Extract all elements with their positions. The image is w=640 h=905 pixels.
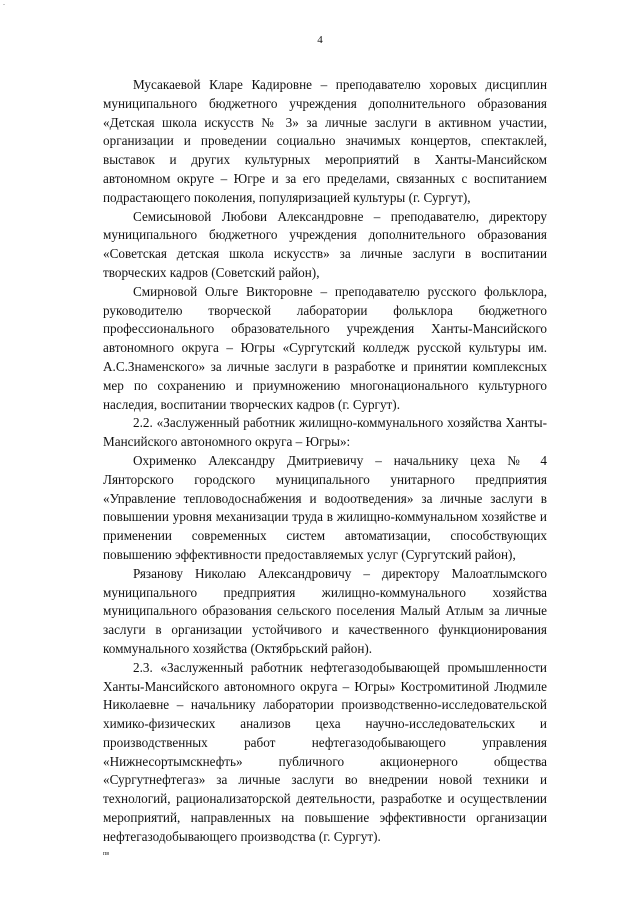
paragraph-ryazanov: Рязанову Николаю Александровичу – директору Малоатлымского муниципального предприятия жилищно-коммунального хозяйства муниципального образования сельского поселения Малый Атлым за личные заслуги в организации устойчивого и качественного функционирования коммунального хозяйства (Октябрьский район). [103,565,547,656]
footer-mark: пв [103,851,110,857]
paragraph-semisynova: Семисыновой Любови Александровне – преподавателю, директору муниципального бюджетного учреждения дополнительного образования «Советская детская школа искусств» за личные заслуги в воспитании творческих кадров (Советский район), [103,208,547,280]
document-body [103,76,547,847]
paragraph-smirnova: Смирновой Ольге Викторовне – преподавателю русского фольклора, руководителю творческой лаборатории фольклора бюджетного профессионального образовательного учреждения Ханты-Мансийского автономного округа – Югры «Сургутский колледж русской культуры им. А.С.Знаменского» за личные заслуги в разработке и принятии комплексных мер по сохранению и приумножению многонационального культурного наследия, воспитании творческих кадров (г. Сургут). [103,283,547,412]
section-heading-2-2: 2.2. «Заслуженный работник жилищно-коммунального хозяйства Ханты-Мансийского автономного округа – Югры»: [103,415,547,450]
section-2-3-kostromitina: 2.3. «Заслуженный работник нефтегазодобывающей промышленности Ханты-Мансийского автономного округа – Югры» Костромитиной Людмиле Николаевне – начальнику лаборатории производственно-исследовательской химико-физических анализов цеха научно-исследовательских и производственных работ нефтегазодобывающего управления «Нижнесортымскнефть» публичного акционерного общества «Сургутнефтегаз» за личные заслуги во внедрении новой техники и технологий, рационализаторской деятельности, разработке и осуществлении мероприятий, направленных на повышение эффективности организации нефтегазодобывающего производства (г. Сургут). [103,659,547,844]
paragraph-okhrimenko: Охрименко Александру Дмитриевичу – начальнику цеха № 4 Лянторского городского муниципального унитарного предприятия «Управление тепловодоснабжения и водоотведения» за личные заслуги в повышении уровня механизации труда в жилищно-коммунальном хозяйстве и применении современных систем автоматизации, способствующих повышению эффективности предоставляемых услуг (Сургутский район), [103,452,547,562]
page-number: 4 [317,34,323,46]
paragraph-musakaeva: Мусакаевой Кларе Кадировне – преподавателю хоровых дисциплин муниципального бюджетного учреждения дополнительного образования «Детская школа искусств № 3» за личные заслуги в активном участии, организации и проведении социально значимых концертов, спектаклей, выставок и других культурных мероприятий в Ханты-Мансийском автономном округе – Югре и за его пределами, связанных с воспитанием подрастающего поколения, популяризацией культуры (г. Сургут), [103,77,547,205]
corner-mark: - [3,2,5,8]
